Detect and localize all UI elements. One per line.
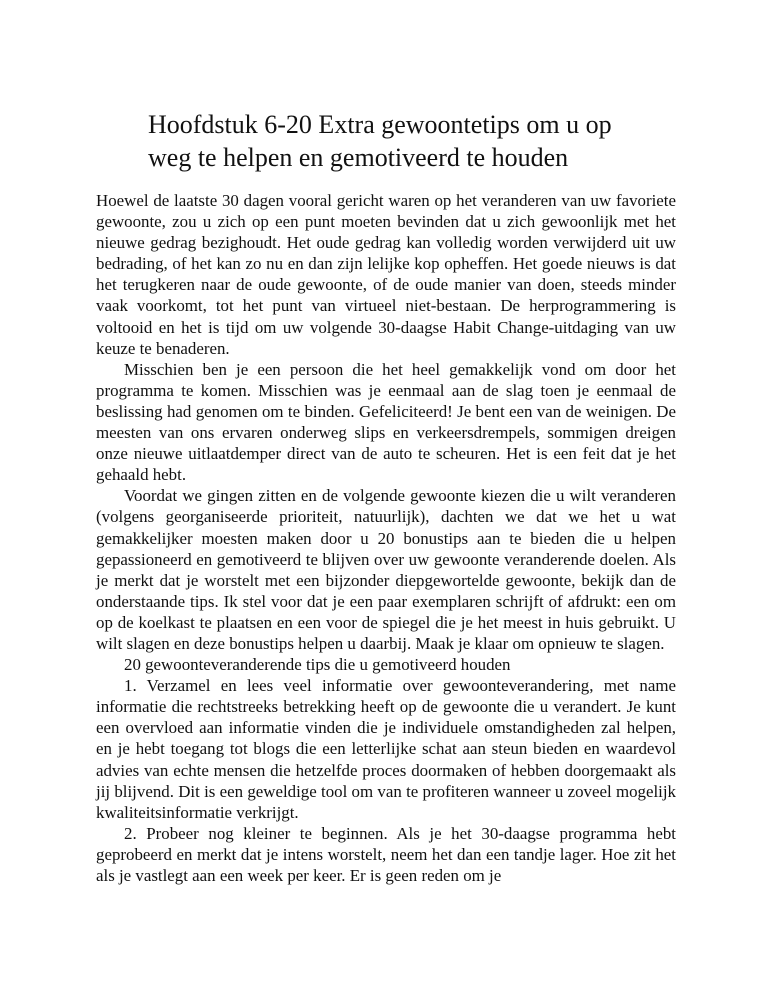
paragraph-congratulations: Misschien ben je een persoon die het heel gemakkelijk vond om door het programma te komen. Misschien was je eenmaal aan de slag toen je eenmaal de beslissing had genomen om te binden. Gefeliciteerd! Je bent een van de weinigen. De meesten van ons ervaren onderweg slips en verkeersdrempels, sommigen dreigen onze nieuwe uitlaatdemper direct van de auto te scheuren. Het is een feit dat je het gehaald hebt.	[96, 359, 676, 485]
tip-1-paragraph: 1. Verzamel en lees veel informatie over gewoonteverandering, met name informatie die rechtstreeks betrekking heeft op de gewoonte die u verandert. Je kunt een overvloed aan informatie vinden die je individuele omstandigheden zal helpen, en je hebt toegang tot blogs die een letterlijke schat aan steun bieden en waardevol advies van echte mensen die hetzelfde proces doormaken of hebben doorgemaakt als jij blijvend. Dit is een geweldige tool om van te profiteren wanneer u zoveel mogelijk kwaliteitsinformatie verkrijgt.	[96, 676, 676, 822]
tips-list-heading: 20 gewoonteveranderende tips die u gemotiveerd houden	[124, 655, 511, 675]
paragraph-intro: Hoewel de laatste 30 dagen vooral gericht waren op het veranderen van uw favoriete gewoonte, zou u zich op een punt moeten bevinden dat u zich gewoonlijk met het nieuwe gedrag bezighoudt. Het oude gedrag kan volledig worden verwijderd uit uw bedrading, of het kan zo nu en dan zijn lelijke kop opheffen. Het goede nieuws is dat het terugkeren naar de oude gewoonte, of de oude manier van doen, steeds minder vaak voorkomt, tot het punt van virtueel niet-bestaan. De herprogrammering is voltooid en het is tijd om uw volgende 30-daagse Habit Change-uitdaging van uw keuze te benaderen.	[96, 191, 676, 358]
body-text	[96, 190, 676, 886]
tip-2-paragraph: 2. Probeer nog kleiner te beginnen. Als je het 30-daagse programma hebt geprobeerd en merkt dat je intens worstelt, neem het dan een tandje lager. Hoe zit het als je vastlegt aan een week per keer. Er is geen reden om je	[96, 823, 676, 885]
chapter-title: Hoofdstuk 6-20 Extra gewoontetips om u op weg te helpen en gemotiveerd te houden	[148, 110, 612, 172]
paragraph-bonus-tips-intro: Voordat we gingen zitten en de volgende gewoonte kiezen die u wilt veranderen (volgens georganiseerde prioriteit, natuurlijk), dachten we dat we het u wat gemakkelijker moesten maken door u 20 bonustips aan te bieden die u helpen gepassioneerd en gemotiveerd te blijven over uw gewoonte veranderende doelen. Als je merkt dat je worstelt met een bijzonder diepgewortelde gewoonte, bekijk dan de onderstaande tips. Ik stel voor dat je een paar exemplaren schrijft of afdrukt: een om op de koelkast te plaatsen en een voor de spiegel die je het meest in huis gebruikt. U wilt slagen en deze bonustips helpen u daarbij. Maak je klaar om opnieuw te slagen.	[96, 486, 676, 653]
